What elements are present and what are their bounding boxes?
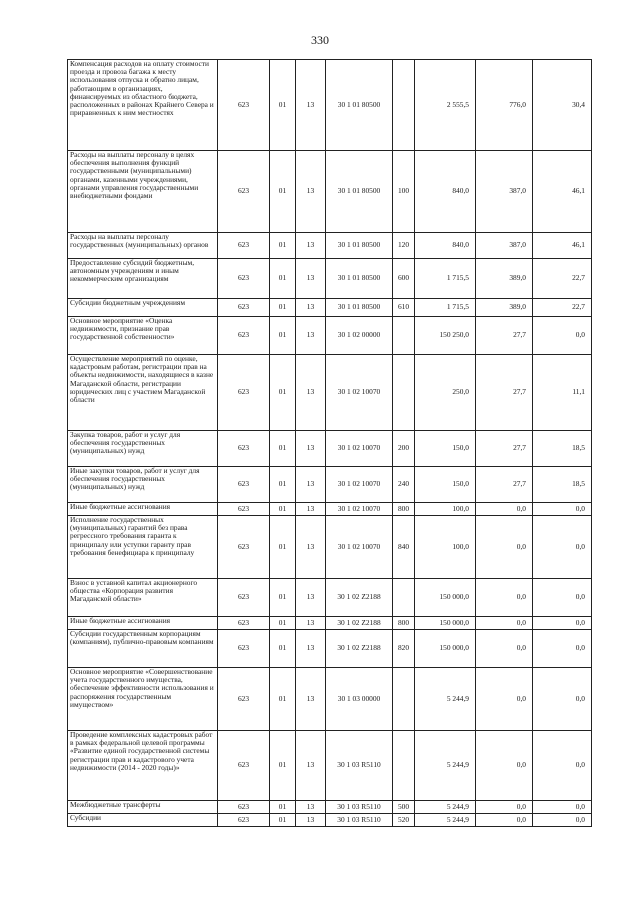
row-execution-percent: 0,0: [533, 516, 592, 579]
row-expense-type-code: 800: [393, 617, 415, 630]
row-expense-type-code: [393, 317, 415, 355]
row-section-code: 01: [270, 467, 296, 503]
row-executed-amount: 27,7: [476, 317, 533, 355]
row-target-code: 30 1 02 10070: [326, 467, 393, 503]
row-execution-percent: 0,0: [533, 801, 592, 814]
row-expense-type-code: 200: [393, 431, 415, 467]
row-target-code: 30 1 02 10070: [326, 503, 393, 516]
table-row: [68, 731, 592, 801]
row-target-code: 30 1 01 80500: [326, 233, 393, 259]
row-plan-amount: 150 000,0: [415, 579, 476, 617]
row-ved-code: 623: [218, 617, 270, 630]
row-execution-percent: 18,5: [533, 467, 592, 503]
row-plan-amount: 5 244,9: [415, 668, 476, 731]
row-ved-code: 623: [218, 151, 270, 233]
row-executed-amount: 387,0: [476, 151, 533, 233]
row-target-code: 30 1 01 80500: [326, 60, 393, 151]
row-name: Предоставление субсидий бюджетным, автономным учреждениям и иным некоммерческим организациям: [68, 259, 218, 299]
row-subsection-code: 13: [296, 355, 326, 431]
row-subsection-code: 13: [296, 60, 326, 151]
row-name: Расходы на выплаты персоналу государственных (муниципальных) органов: [68, 233, 218, 259]
row-subsection-code: 13: [296, 233, 326, 259]
row-ved-code: 623: [218, 731, 270, 801]
row-executed-amount: 0,0: [476, 579, 533, 617]
row-plan-amount: 5 244,9: [415, 731, 476, 801]
row-expense-type-code: [393, 579, 415, 617]
row-plan-amount: 150 000,0: [415, 630, 476, 668]
table-row: [68, 355, 592, 431]
row-executed-amount: 0,0: [476, 503, 533, 516]
row-section-code: 01: [270, 317, 296, 355]
row-target-code: 30 1 02 00000: [326, 317, 393, 355]
row-target-code: 30 1 02 Z2188: [326, 630, 393, 668]
budget-table: [67, 59, 592, 827]
row-expense-type-code: 840: [393, 516, 415, 579]
row-subsection-code: 13: [296, 516, 326, 579]
row-target-code: 30 1 03 00000: [326, 668, 393, 731]
row-executed-amount: 389,0: [476, 299, 533, 317]
row-expense-type-code: 820: [393, 630, 415, 668]
row-subsection-code: 13: [296, 467, 326, 503]
row-executed-amount: 0,0: [476, 617, 533, 630]
row-target-code: 30 1 02 Z2188: [326, 579, 393, 617]
row-ved-code: 623: [218, 60, 270, 151]
row-target-code: 30 1 03 R5110: [326, 814, 393, 827]
row-ved-code: 623: [218, 630, 270, 668]
row-subsection-code: 13: [296, 731, 326, 801]
row-ved-code: 623: [218, 355, 270, 431]
row-ved-code: 623: [218, 503, 270, 516]
row-execution-percent: 18,5: [533, 431, 592, 467]
row-expense-type-code: [393, 731, 415, 801]
table-row: [68, 516, 592, 579]
row-execution-percent: 0,0: [533, 668, 592, 731]
row-expense-type-code: [393, 60, 415, 151]
table-row: [68, 467, 592, 503]
row-plan-amount: 250,0: [415, 355, 476, 431]
row-section-code: 01: [270, 259, 296, 299]
row-ved-code: 623: [218, 317, 270, 355]
row-expense-type-code: 600: [393, 259, 415, 299]
row-executed-amount: 0,0: [476, 516, 533, 579]
row-ved-code: 623: [218, 516, 270, 579]
row-section-code: 01: [270, 668, 296, 731]
row-expense-type-code: 240: [393, 467, 415, 503]
row-target-code: 30 1 02 10070: [326, 431, 393, 467]
row-plan-amount: 5 244,9: [415, 814, 476, 827]
row-plan-amount: 840,0: [415, 233, 476, 259]
table-row: [68, 317, 592, 355]
table-row: [68, 814, 592, 827]
row-execution-percent: 0,0: [533, 317, 592, 355]
row-plan-amount: 100,0: [415, 503, 476, 516]
row-executed-amount: 776,0: [476, 60, 533, 151]
row-plan-amount: 100,0: [415, 516, 476, 579]
table-row: [68, 299, 592, 317]
row-execution-percent: 0,0: [533, 617, 592, 630]
row-executed-amount: 0,0: [476, 731, 533, 801]
table-row: [68, 151, 592, 233]
row-name: Субсидии бюджетным учреждениям: [68, 299, 218, 317]
row-target-code: 30 1 01 80500: [326, 151, 393, 233]
table-row: [68, 431, 592, 467]
row-subsection-code: 13: [296, 579, 326, 617]
row-expense-type-code: [393, 668, 415, 731]
row-ved-code: 623: [218, 431, 270, 467]
row-section-code: 01: [270, 814, 296, 827]
row-subsection-code: 13: [296, 814, 326, 827]
row-expense-type-code: 800: [393, 503, 415, 516]
row-ved-code: 623: [218, 259, 270, 299]
row-subsection-code: 13: [296, 801, 326, 814]
row-section-code: 01: [270, 731, 296, 801]
row-executed-amount: 0,0: [476, 801, 533, 814]
row-execution-percent: 11,1: [533, 355, 592, 431]
row-executed-amount: 27,7: [476, 431, 533, 467]
row-execution-percent: 46,1: [533, 151, 592, 233]
row-subsection-code: 13: [296, 617, 326, 630]
row-target-code: 30 1 03 R5110: [326, 731, 393, 801]
table-row: [68, 259, 592, 299]
row-execution-percent: 0,0: [533, 630, 592, 668]
row-section-code: 01: [270, 431, 296, 467]
row-plan-amount: 1 715,5: [415, 299, 476, 317]
row-target-code: 30 1 02 Z2188: [326, 617, 393, 630]
row-ved-code: 623: [218, 299, 270, 317]
row-plan-amount: 5 244,9: [415, 801, 476, 814]
table-row: [68, 579, 592, 617]
row-subsection-code: 13: [296, 151, 326, 233]
row-section-code: 01: [270, 516, 296, 579]
row-ved-code: 623: [218, 801, 270, 814]
row-expense-type-code: 120: [393, 233, 415, 259]
row-section-code: 01: [270, 299, 296, 317]
row-ved-code: 623: [218, 814, 270, 827]
row-plan-amount: 2 555,5: [415, 60, 476, 151]
row-name: Субсидии: [68, 814, 218, 827]
row-name: Иные бюджетные ассигнования: [68, 503, 218, 516]
table-row: [68, 617, 592, 630]
row-name: Иные бюджетные ассигнования: [68, 617, 218, 630]
row-section-code: 01: [270, 60, 296, 151]
row-target-code: 30 1 03 R5110: [326, 801, 393, 814]
row-execution-percent: 0,0: [533, 814, 592, 827]
row-execution-percent: 30,4: [533, 60, 592, 151]
row-name: Проведение комплексных кадастровых работ в рамках федеральной целевой программы «Развитие единой государственной системы регистрации прав и кадастрового учета недвижимости (2014 - 2020 годы)»: [68, 731, 218, 801]
table-row: [68, 630, 592, 668]
row-expense-type-code: 500: [393, 801, 415, 814]
row-ved-code: 623: [218, 668, 270, 731]
row-subsection-code: 13: [296, 668, 326, 731]
row-name: Межбюджетные трансферты: [68, 801, 218, 814]
row-subsection-code: 13: [296, 630, 326, 668]
row-executed-amount: 0,0: [476, 668, 533, 731]
row-execution-percent: 22,7: [533, 259, 592, 299]
row-expense-type-code: 520: [393, 814, 415, 827]
row-ved-code: 623: [218, 467, 270, 503]
row-name: Компенсация расходов на оплату стоимости проезда и провоза багажа к месту использования отпуска и обратно лицам, работающим в организациях, финансируемых из областного бюджета, расположенных в районах Крайнего Севера и приравненных к ним местностях: [68, 60, 218, 151]
row-section-code: 01: [270, 151, 296, 233]
row-execution-percent: 46,1: [533, 233, 592, 259]
row-subsection-code: 13: [296, 503, 326, 516]
row-execution-percent: 0,0: [533, 503, 592, 516]
row-name: Расходы на выплаты персоналу в целях обеспечения выполнения функций государственными (муниципальными) органами, казенными учреждениями, органами управления государственными внебюджетными фондами: [68, 151, 218, 233]
row-plan-amount: 150 000,0: [415, 617, 476, 630]
row-execution-percent: 22,7: [533, 299, 592, 317]
row-plan-amount: 150,0: [415, 467, 476, 503]
row-subsection-code: 13: [296, 317, 326, 355]
row-executed-amount: 387,0: [476, 233, 533, 259]
row-executed-amount: 27,7: [476, 467, 533, 503]
row-expense-type-code: 100: [393, 151, 415, 233]
row-name: Основное мероприятие «Совершенствование учета государственного имущества, обеспечение эффективности использования и распоряжения государственным имуществом»: [68, 668, 218, 731]
row-ved-code: 623: [218, 579, 270, 617]
row-name: Основное мероприятие «Оценка недвижимости, признание прав государственной собственности»: [68, 317, 218, 355]
row-ved-code: 623: [218, 233, 270, 259]
row-plan-amount: 840,0: [415, 151, 476, 233]
row-executed-amount: 389,0: [476, 259, 533, 299]
table-row: [68, 60, 592, 151]
table-row: [68, 801, 592, 814]
row-name: Исполнение государственных (муниципальных) гарантий без права регрессного требования гаранта к принципалу или уступки гаранту прав требования бенефициара к принципалу: [68, 516, 218, 579]
row-name: Иные закупки товаров, работ и услуг для обеспечения государственных (муниципальных) нужд: [68, 467, 218, 503]
row-section-code: 01: [270, 355, 296, 431]
row-target-code: 30 1 02 10070: [326, 516, 393, 579]
row-section-code: 01: [270, 233, 296, 259]
table-row: [68, 668, 592, 731]
row-target-code: 30 1 01 80500: [326, 259, 393, 299]
row-executed-amount: 0,0: [476, 630, 533, 668]
row-plan-amount: 150,0: [415, 431, 476, 467]
row-target-code: 30 1 02 10070: [326, 355, 393, 431]
row-section-code: 01: [270, 801, 296, 814]
row-section-code: 01: [270, 579, 296, 617]
row-execution-percent: 0,0: [533, 731, 592, 801]
row-section-code: 01: [270, 617, 296, 630]
table-row: [68, 503, 592, 516]
page-number: 330: [311, 33, 329, 47]
row-expense-type-code: [393, 355, 415, 431]
row-execution-percent: 0,0: [533, 579, 592, 617]
row-plan-amount: 150 250,0: [415, 317, 476, 355]
row-subsection-code: 13: [296, 431, 326, 467]
row-executed-amount: 0,0: [476, 814, 533, 827]
table-row: [68, 233, 592, 259]
row-name: Закупка товаров, работ и услуг для обеспечения государственных (муниципальных) нужд: [68, 431, 218, 467]
row-expense-type-code: 610: [393, 299, 415, 317]
row-section-code: 01: [270, 630, 296, 668]
row-name: Взнос в уставной капитал акционерного общества «Корпорация развития Магаданской области»: [68, 579, 218, 617]
table-body: [68, 60, 592, 827]
row-subsection-code: 13: [296, 259, 326, 299]
row-subsection-code: 13: [296, 299, 326, 317]
row-name: Осуществление мероприятий по оценке, кадастровым работам, регистрации прав на объекты недвижимости, находящиеся в казне Магаданской области, регистрации юридических лиц с участием Магаданской области: [68, 355, 218, 431]
row-name: Субсидии государственным корпорациям (компаниям), публично-правовым компаниям: [68, 630, 218, 668]
row-section-code: 01: [270, 503, 296, 516]
row-executed-amount: 27,7: [476, 355, 533, 431]
row-plan-amount: 1 715,5: [415, 259, 476, 299]
row-target-code: 30 1 01 80500: [326, 299, 393, 317]
